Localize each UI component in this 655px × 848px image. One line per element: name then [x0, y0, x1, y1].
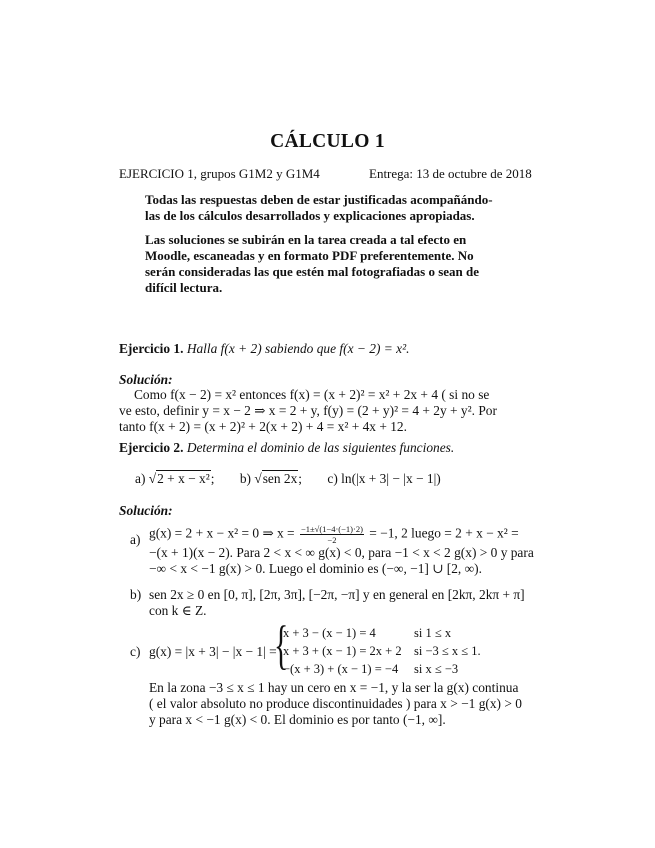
- solution-2a-line1: g(x) = 2 + x − x² = 0 ⇒ x = $\frac{-1\pm√(1-4\cdot(-1)\cdot 2)}{-2}$ = −1, 2 luego = 2 + x − x² =: [149, 524, 519, 545]
- solution-2-label: Solución:: [119, 503, 173, 518]
- solution-2b-line1: sen 2x ≥ 0 en [0, π], [2π, 3π], [−2π, −π] y en general en [2kπ, 2kπ + π]: [149, 587, 525, 602]
- quadratic-fraction: $\frac{-1\pm√(1-4\cdot(-1)\cdot 2)}{-2}$: [300, 524, 363, 545]
- instruction-line: Las soluciones se subirán en la tarea creada a tal efecto en: [145, 232, 467, 247]
- solution-2a-line3: −∞ < x < −1 g(x) > 0. Luego el dominio es (−∞, −1] ∪ [2, ∞).: [149, 561, 482, 576]
- case-expression: x + 3 + (x − 1) = 2x + 2: [283, 644, 402, 658]
- solution-2c-text: ( el valor absoluto no produce discontinuidades ) para x > −1 g(x) > 0: [149, 696, 522, 711]
- case-condition: si 1 ≤ x: [414, 626, 452, 640]
- solution-2c-text: y para x < −1 g(x) < 0. El dominio es por tanto (−1, ∞].: [149, 712, 446, 727]
- instruction-line: las de los cálculos desarrollados y explicaciones apropiadas.: [145, 208, 475, 223]
- due-date: Entrega: 13 de octubre de 2018: [369, 166, 532, 181]
- item-b-expression: sen 2x: [262, 471, 298, 486]
- solution-2c-text: En la zona −3 ≤ x ≤ 1 hay un cero en x = −1, y la ser la g(x) continua: [149, 680, 519, 695]
- exercise-2-text: Determina el dominio de las siguientes funciones.: [186, 440, 455, 455]
- instruction-line: Moodle, escaneadas y en formato PDF preferentemente. No: [145, 248, 474, 263]
- solution-2c-lhs: g(x) = |x + 3| − |x − 1| =: [149, 644, 277, 659]
- case-expression: −(x + 3) + (x − 1) = −4: [283, 662, 399, 676]
- instruction-line: serán consideradas las que estén mal fotografiadas o sean de: [145, 264, 480, 279]
- exercise-1-text: Halla f(x + 2) sabiendo que f(x − 2) = x².: [186, 341, 410, 356]
- solution-2b-label: b): [130, 587, 142, 602]
- instruction-line: Todas las respuestas deben de estar justificadas acompañándo-: [145, 192, 493, 207]
- exercise-1-label: Ejercicio 1.: [119, 341, 184, 356]
- exercise-header-groups: EJERCICIO 1, grupos G1M2 y G1M4: [119, 166, 320, 181]
- solution-1-line: Como f(x − 2) = x² entonces f(x) = (x + 2)² = x² + 2x + 4 ( si no se: [134, 387, 490, 402]
- exercise-2-items: a) √2 + x − x²; b) √sen 2x; c) ln(|x + 3| − |x − 1|): [135, 471, 441, 486]
- solution-1-line: ve esto, definir y = x − 2 ⇒ x = 2 + y, f(y) = (2 + y)² = 4 + 2y + y². Por: [119, 403, 497, 418]
- item-c-expression: ln(|x + 3| − |x − 1|): [341, 471, 441, 486]
- exercise-2-statement: [119, 439, 454, 456]
- cases-brace: {: [274, 615, 289, 675]
- instructions-block-2: [145, 232, 511, 296]
- case-expression: x + 3 − (x − 1) = 4: [283, 626, 376, 640]
- page-title: CÁLCULO 1: [270, 131, 385, 152]
- solution-2a-label: a): [130, 532, 141, 547]
- solution-2a-line2: −(x + 1)(x − 2). Para 2 < x < ∞ g(x) < 0, para −1 < x < 2 g(x) > 0 y para: [149, 545, 534, 560]
- case-condition: si −3 ≤ x ≤ 1.: [414, 644, 481, 658]
- exercise-2-label: Ejercicio 2.: [119, 440, 184, 455]
- instructions-block-1: [145, 192, 511, 224]
- solution-2c-label: c): [130, 644, 141, 659]
- instruction-line: difícil lectura.: [145, 280, 223, 295]
- item-a-expression: 2 + x − x²: [157, 471, 210, 486]
- exercise-1-statement: [119, 340, 409, 357]
- solution-2b-line2: con k ∈ Z.: [149, 603, 207, 618]
- solution-1-label: Solución:: [119, 372, 173, 387]
- solution-1-line: tanto f(x + 2) = (x + 2)² + 2(x + 2) + 4 = x² + 4x + 12.: [119, 419, 407, 434]
- case-condition: si x ≤ −3: [414, 662, 459, 676]
